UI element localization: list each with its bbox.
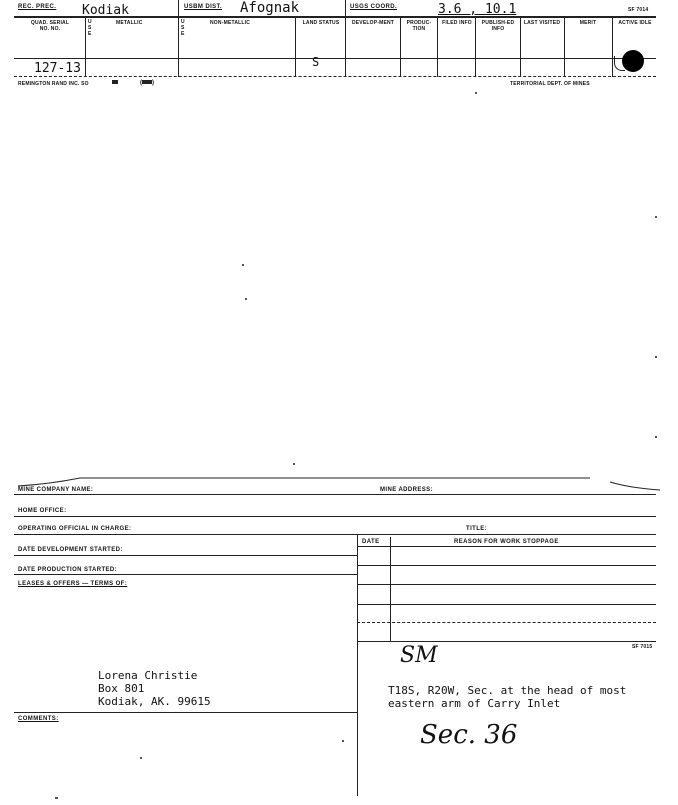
rec-prec-value: Kodiak: [82, 3, 129, 18]
col-filed-info: FILED INFO: [442, 20, 472, 26]
date-development-label: DATE DEVELOPMENT STARTED:: [18, 547, 123, 553]
location-line-1: T18S, R20W, Sec. at the head of most: [388, 684, 627, 697]
home-office-label: HOME OFFICE:: [18, 508, 67, 514]
handwritten-initials: SM: [400, 643, 438, 668]
form-code-2: SF 7015: [632, 644, 653, 650]
card-edge: [10, 470, 670, 494]
location-description: [388, 684, 626, 710]
usgs-coord-label: USGS COORD.: [350, 4, 398, 10]
leases-label: LEASES & OFFERS — TERMS OF:: [18, 581, 128, 587]
col-active-idle: ACTIVE IDLE: [618, 20, 652, 26]
handwritten-section-note: Sec. 36: [420, 720, 518, 750]
col-land-status: LAND STATUS: [302, 20, 340, 26]
land-status-value: S: [312, 55, 320, 69]
rec-prec-label: REC. PREC.: [18, 4, 57, 10]
col-nonmetallic-use: U S E: [181, 19, 185, 37]
col-metallic: METALLIC: [116, 20, 143, 26]
owner-name: Lorena Christie: [98, 669, 198, 682]
col-last-visited: LAST VISITED: [523, 20, 561, 26]
quad-serial-value: 127-13: [34, 61, 81, 76]
usbm-dist-value: Afognak: [240, 0, 300, 16]
col-published-info: PUBLISH-ED INFO: [481, 20, 515, 32]
owner-city: Kodiak, AK. 99615: [98, 695, 211, 708]
operating-official-label: OPERATING OFFICIAL IN CHARGE:: [18, 526, 132, 532]
col-development: DEVELOP-MENT: [351, 20, 395, 26]
col-quad-serial: QUAD. SERIAL NO. NO.: [30, 20, 70, 32]
col-metallic-use: U S E: [88, 19, 92, 37]
form-code: SF 7014: [628, 7, 649, 13]
mine-address-label: MINE ADDRESS:: [380, 487, 433, 493]
territorial-imprint: TERRITORIAL DEPT. OF MINES: [510, 81, 590, 87]
comments-label: COMMENTS:: [18, 716, 59, 722]
date-column-label: DATE: [362, 539, 380, 545]
active-punch-mark: [622, 50, 644, 72]
owner-box: Box 801: [98, 682, 145, 695]
title-label: TITLE:: [466, 526, 488, 532]
date-production-label: DATE PRODUCTION STARTED:: [18, 567, 118, 573]
printer-imprint: REMINGTON RAND INC. SO: [18, 81, 89, 87]
col-nonmetallic: NON-METALLIC: [210, 20, 251, 26]
col-merit: MERIT: [579, 20, 597, 26]
mine-company-name-label: MINE COMPANY NAME:: [18, 487, 94, 493]
reason-column-label: REASON FOR WORK STOPPAGE: [454, 539, 559, 545]
usbm-dist-label: USBM DIST.: [184, 4, 223, 10]
usgs-coord-value: 3.6 , 10.1: [438, 2, 517, 17]
location-line-2: eastern arm of Carry Inlet: [388, 697, 561, 710]
col-production: PRODUC-TION: [406, 20, 432, 32]
owner-address: [98, 669, 211, 708]
